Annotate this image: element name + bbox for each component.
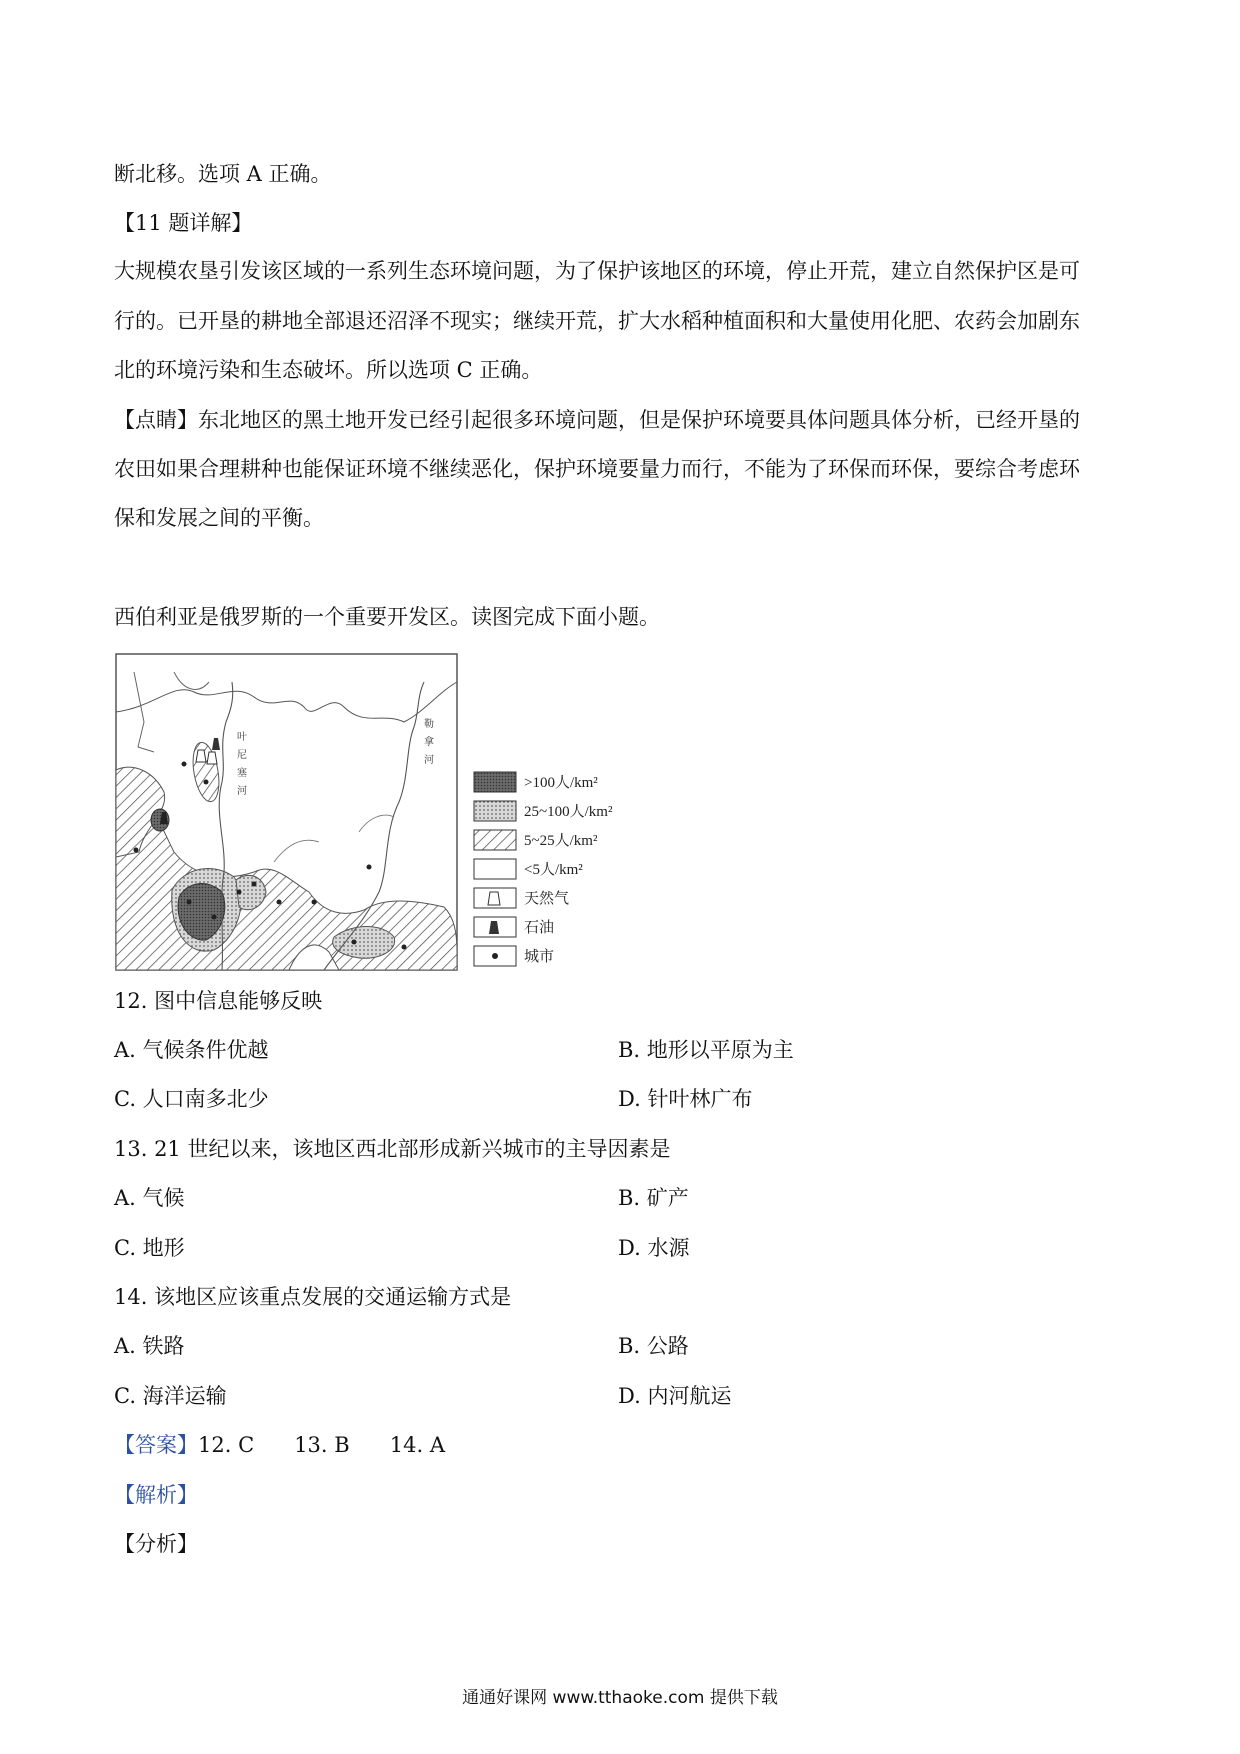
- river-label: 河: [237, 786, 247, 797]
- paragraph-line: 大规模农垦引发该区域的一系列生态环境问题，为了保护该地区的环境，停止开荒，建立自然保护区是可: [114, 259, 1080, 283]
- gas-icon: [488, 892, 500, 905]
- city-icon: [492, 953, 498, 959]
- question-stem: 14. 该地区应该重点发展的交通运输方式是: [114, 1285, 512, 1309]
- page-footer: 通通好课网 www.tthaoke.com 提供下载: [462, 1688, 778, 1708]
- question-intro: 西伯利亚是俄罗斯的一个重要开发区。读图完成下面小题。: [114, 605, 660, 629]
- gas-icon: [207, 752, 217, 764]
- city-icon: [252, 882, 257, 887]
- paragraph-line: 农田如果合理耕种也能保证环境不继续恶化，保护环境要量力而行，不能为了环保而环保，要综合考虑环: [114, 457, 1080, 481]
- paragraph-line: 保和发展之间的平衡。: [114, 506, 324, 530]
- city-icon: [402, 945, 407, 950]
- option-a: A. 气候条件优越: [114, 1038, 269, 1062]
- option-a: A. 铁路: [114, 1334, 185, 1358]
- answer-line: [114, 1431, 445, 1459]
- city-icon: [182, 762, 187, 767]
- legend-swatch: [474, 801, 516, 821]
- paragraph-line: 行的。已开垦的耕地全部退还沼泽不现实；继续开荒，扩大水稻种植面积和大量使用化肥、农药会加剧东: [114, 309, 1080, 333]
- river-label: 勒: [424, 719, 434, 730]
- option-c: C. 海洋运输: [114, 1384, 227, 1408]
- option-b: B. 地形以平原为主: [618, 1038, 794, 1062]
- option-a: A. 气候: [114, 1186, 185, 1210]
- river-label: 尼: [237, 750, 247, 761]
- option-d: D. 水源: [618, 1236, 690, 1260]
- legend-label: 天然气: [524, 891, 570, 907]
- legend-label: >100人/km²: [524, 775, 598, 791]
- analysis-heading: 【解析】: [114, 1483, 198, 1507]
- legend-label: 5~25人/km²: [524, 833, 598, 849]
- legend-swatch: [474, 859, 516, 879]
- city-icon: [212, 915, 217, 920]
- paragraph-line: 北的环境污染和生态破坏。所以选项 C 正确。: [114, 358, 543, 382]
- legend-label: <5人/km²: [524, 862, 583, 878]
- question-stem: 12. 图中信息能够反映: [114, 989, 323, 1013]
- option-d: D. 针叶林广布: [618, 1087, 753, 1111]
- legend-label: 25~100人/km²: [524, 804, 613, 820]
- answer-values: 12. C 13. B 14. A: [198, 1433, 445, 1457]
- city-icon: [277, 900, 282, 905]
- paragraph-line: 【点睛】东北地区的黑土地开发已经引起很多环境问题，但是保护环境要具体问题具体分析，已经开垦的: [114, 408, 1080, 432]
- city-icon: [312, 900, 317, 905]
- legend-swatch: [474, 772, 516, 792]
- legend-swatch: [474, 830, 516, 850]
- city-icon: [352, 940, 357, 945]
- legend-label: 石油: [524, 920, 555, 936]
- city-icon: [237, 890, 242, 895]
- legend-label: 城市: [524, 949, 555, 965]
- river-label: 塞: [237, 768, 247, 779]
- river-label: 叶: [237, 732, 247, 743]
- city-icon: [367, 865, 372, 870]
- option-c: C. 地形: [114, 1236, 185, 1260]
- option-c: C. 人口南多北少: [114, 1087, 269, 1111]
- paragraph-p1: 断北移。选项 A 正确。: [114, 162, 332, 186]
- option-b: B. 矿产: [618, 1186, 689, 1210]
- section-heading-11: 【11 题详解】: [114, 211, 253, 235]
- river-label: 河: [424, 755, 434, 766]
- city-icon: [204, 780, 209, 785]
- gas-icon: [196, 750, 206, 762]
- question-stem: 13. 21 世纪以来，该地区西北部形成新兴城市的主导因素是: [114, 1137, 671, 1161]
- option-b: B. 公路: [618, 1334, 689, 1358]
- option-d: D. 内河航运: [618, 1384, 732, 1408]
- map-legend: [474, 772, 613, 966]
- river-label: 拿: [424, 737, 434, 748]
- fenxi-heading: 【分析】: [114, 1532, 198, 1556]
- siberia-population-map: [114, 652, 634, 978]
- city-icon: [134, 848, 139, 853]
- city-icon: [187, 900, 192, 905]
- answer-tag: 【答案】: [114, 1433, 198, 1457]
